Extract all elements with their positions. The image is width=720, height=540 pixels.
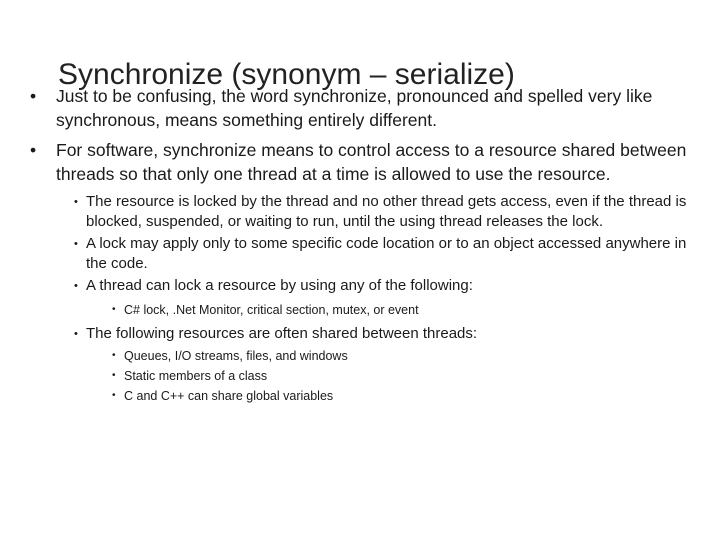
bullet-1: • Just to be confusing, the word synchronize, pronounced and spelled very like synchronous, means something entirely different. (30, 84, 700, 132)
sub-bullet-1: • The resource is locked by the thread and no other thread gets access, even if the thread is blocked, suspended, or waiting to run, until the using thread releases the lock. (74, 192, 700, 232)
shared-resource-item-2: • Static members of a class (112, 366, 700, 386)
slide-body (30, 84, 700, 406)
bullet-2: • For software, synchronize means to control access to a resource shared between threads so that only one thread at a time is allowed to use the resource. (30, 138, 700, 186)
sub-bullet-2: • A lock may apply only to some specific code location or to an object accessed anywhere in the code. (74, 234, 700, 274)
slide-title: Synchronize (synonym – serialize) (58, 58, 515, 91)
shared-resource-item-3: • C and C++ can share global variables (112, 386, 700, 406)
sub-bullet-4: • The following resources are often shared between threads: (74, 324, 700, 344)
lock-method-item: • C# lock, .Net Monitor, critical section, mutex, or event (112, 300, 700, 320)
shared-resource-item-1: • Queues, I/O streams, files, and windows (112, 346, 700, 366)
sub-bullet-3: • A thread can lock a resource by using any of the following: (74, 276, 700, 296)
